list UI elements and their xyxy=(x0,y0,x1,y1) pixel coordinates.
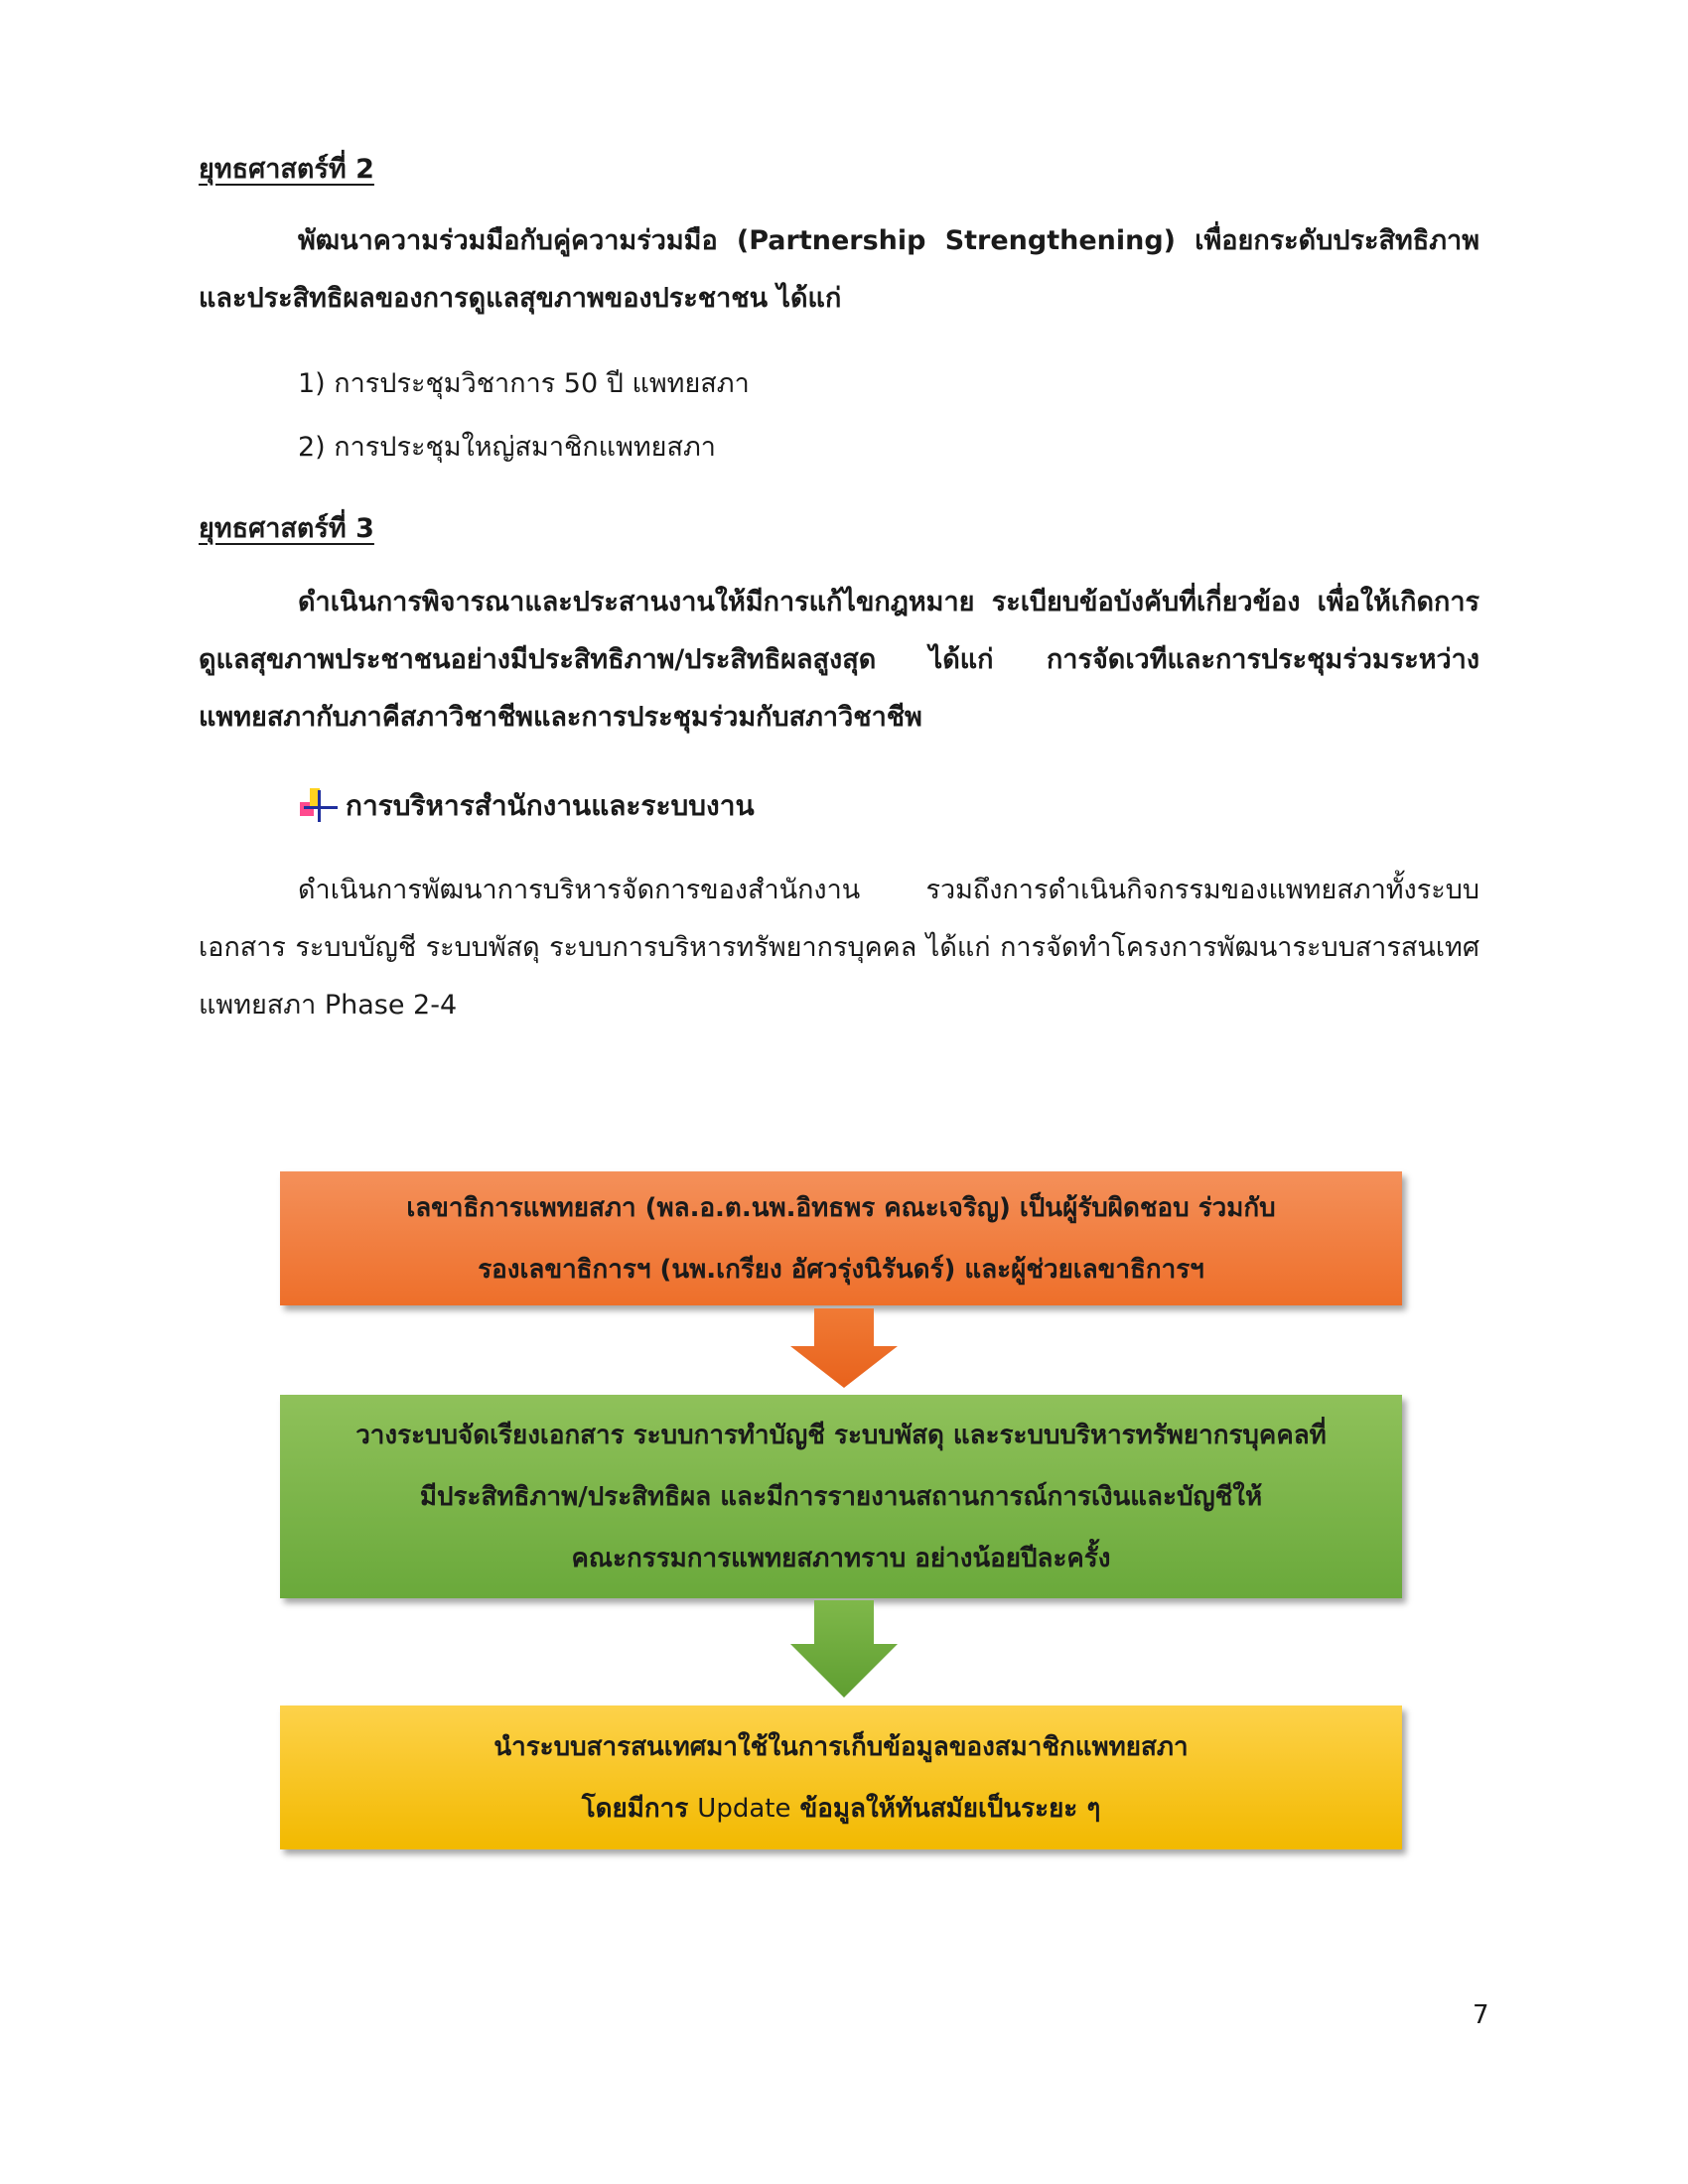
administration-title xyxy=(298,784,755,828)
administration-paragraph: ดำเนินการพัฒนาการบริหารจัดการของสำนักงาน รวมถึงการดำเนินกิจกรรมของแพทยสภาทั้งระบบเอกสาร ระบบบัญชี ระบบพัสดุ ระบบการบริหารทรัพยากรบุคคล ได้แก่ การจัดทำโครงการพัฒนาระบบสารสนเทศแพทยสภา Phase 2-4 xyxy=(199,875,1479,1021)
flowchart-box-3-line-2-c: ข้อมูลให้ทันสมัยเป็นระยะ ๆ xyxy=(790,1793,1101,1824)
flowchart-box-systems xyxy=(280,1395,1402,1598)
strategy-2-item-2: 2) การประชุมใหญ่สมาชิกแพทยสภา xyxy=(298,432,716,463)
strategy-2-heading: ยุทธศาสตร์ที่ 2 xyxy=(199,154,374,185)
flowchart-box-3-line-1: นำระบบสารสนเทศมาใช้ในการเก็บข้อมูลของสมาชิกแพทยสภา xyxy=(493,1731,1189,1762)
flowchart-box-3-line-2 xyxy=(582,1778,1101,1840)
strategy-3-paragraph: ดำเนินการพิจารณาและประสานงานให้มีการแก้ไขกฎหมาย ระเบียบข้อบังคับที่เกี่ยวข้อง เพื่อให้เกิดการดูแลสุขภาพประชาชนอย่างมีประสิทธิภาพ/ประสิทธิผลสูงสุด ได้แก่ การจัดเวทีและการประชุมร่วมระหว่างแพทยสภากับภาคีสภาวิชาชีพและการประชุมร่วมกับสภาวิชาชีพ xyxy=(199,587,1479,733)
strategy-2-item-1: 1) การประชุมวิชาการ 50 ปี แพทยสภา xyxy=(298,368,750,399)
strategy-2-paragraph: พัฒนาความร่วมมือกับคู่ความร่วมมือ (Partnership Strengthening) เพื่อยกระดับประสิทธิภาพและประสิทธิผลของการดูแลสุขภาพของประชาชน ได้แก่ xyxy=(199,225,1479,314)
flowchart-box-1-line-1: เลขาธิการแพทยสภา (พล.อ.ต.นพ.อิทธพร คณะเจริญ) เป็นผู้รับผิดชอบ ร่วมกับ xyxy=(406,1192,1276,1223)
cross-bullet-icon xyxy=(298,786,342,826)
flowchart-box-3-line-2-a: โดยมีการ xyxy=(581,1793,698,1824)
strategy-3-heading: ยุทธศาสตร์ที่ 3 xyxy=(199,513,374,544)
flowchart-box-2-line-2: มีประสิทธิภาพ/ประสิทธิผล และมีการรายงานสถานการณ์การเงินและบัญชีให้ xyxy=(419,1481,1263,1512)
flowchart-box-2-line-1: วางระบบจัดเรียงเอกสาร ระบบการทำบัญชี ระบบพัสดุ และระบบบริหารทรัพยากรบุคคลที่ xyxy=(355,1420,1327,1450)
flowchart-box-2-line-3: คณะกรรมการแพทยสภาทราบ อย่างน้อยปีละครั้ง xyxy=(571,1543,1111,1573)
flowchart-arrow-down-orange xyxy=(784,1308,904,1390)
page-number: 7 xyxy=(1473,2000,1489,2030)
flowchart-box-information xyxy=(280,1706,1402,1849)
flowchart-box-responsible xyxy=(280,1171,1402,1305)
flowchart-box-3-update-word: Update xyxy=(697,1793,791,1824)
flowchart-box-1-line-2: รองเลขาธิการฯ (นพ.เกรียง อัศวรุ่งนิรันดร์) และผู้ช่วยเลขาธิการฯ xyxy=(478,1254,1204,1285)
flowchart-arrow-down-green xyxy=(784,1600,904,1700)
administration-title-text: การบริหารสำนักงานและระบบงาน xyxy=(346,789,755,822)
